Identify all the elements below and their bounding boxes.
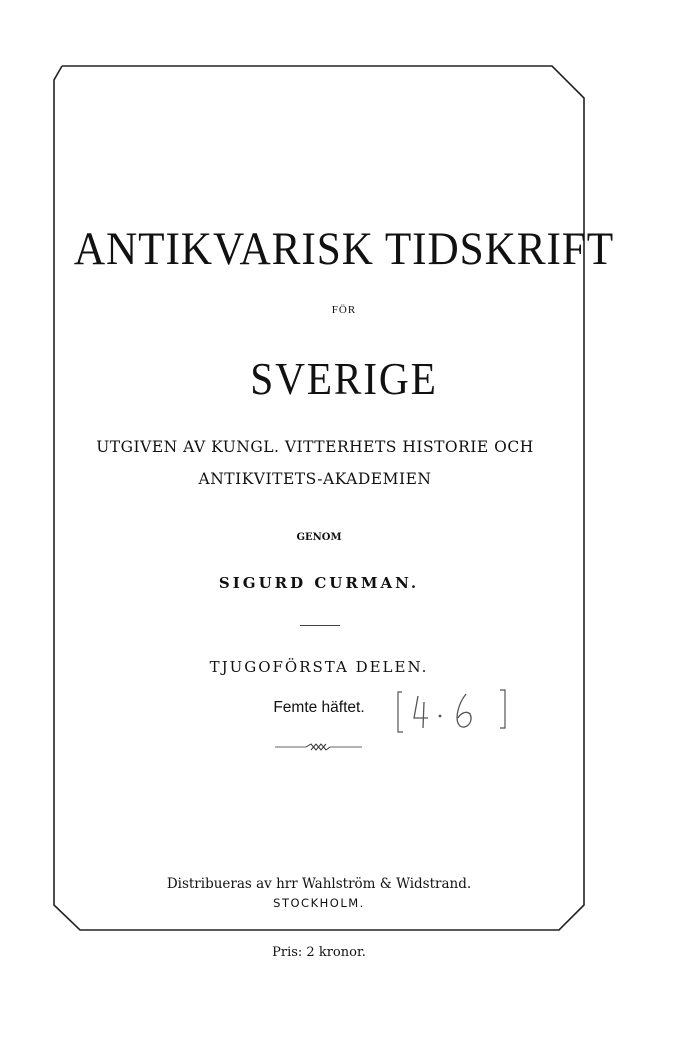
publisher-line-2: ANTIKVITETS-AKADEMIEN	[198, 470, 432, 488]
editor-name: SIGURD CURMAN.	[218, 574, 420, 592]
for-word: FÖR	[331, 304, 357, 316]
journal-title: ANTIKVARISK TIDSKRIFT	[73, 223, 615, 275]
price-line: Pris: 2 kronor.	[272, 945, 366, 960]
distribution-line: Distribueras av hrr Wahlström & Widstrand.	[166, 876, 472, 892]
by-word: GENOM	[296, 532, 342, 543]
publisher-line-1: UTGIVEN AV KUNGL. VITTERHETS HISTORIE OCH	[96, 438, 534, 456]
country-title: SVERIGE	[250, 353, 438, 404]
volume-part: TJUGOFÖRSTA DELEN.	[209, 658, 429, 676]
issue-number: Femte häftet.	[273, 699, 365, 716]
city-line: STOCKHOLM.	[273, 896, 365, 910]
